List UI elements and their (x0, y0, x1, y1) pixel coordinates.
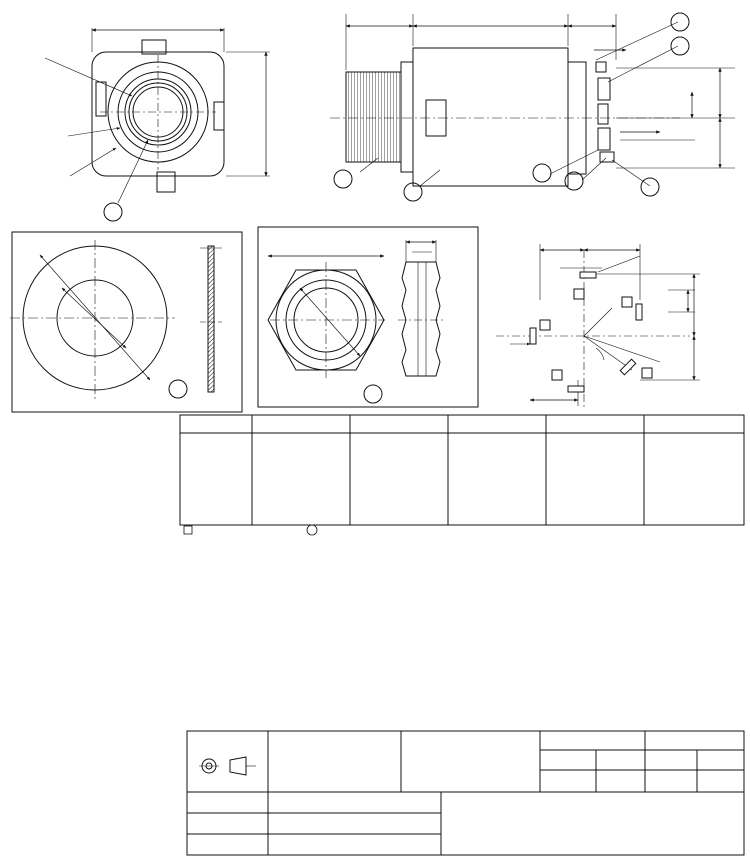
pcb-layout (496, 244, 700, 408)
front-view (45, 28, 270, 221)
legend (184, 525, 317, 535)
pn-table (180, 415, 744, 525)
title-block (187, 731, 744, 855)
side-view (330, 13, 735, 201)
nut-view (258, 227, 478, 407)
washer-view (10, 232, 242, 412)
